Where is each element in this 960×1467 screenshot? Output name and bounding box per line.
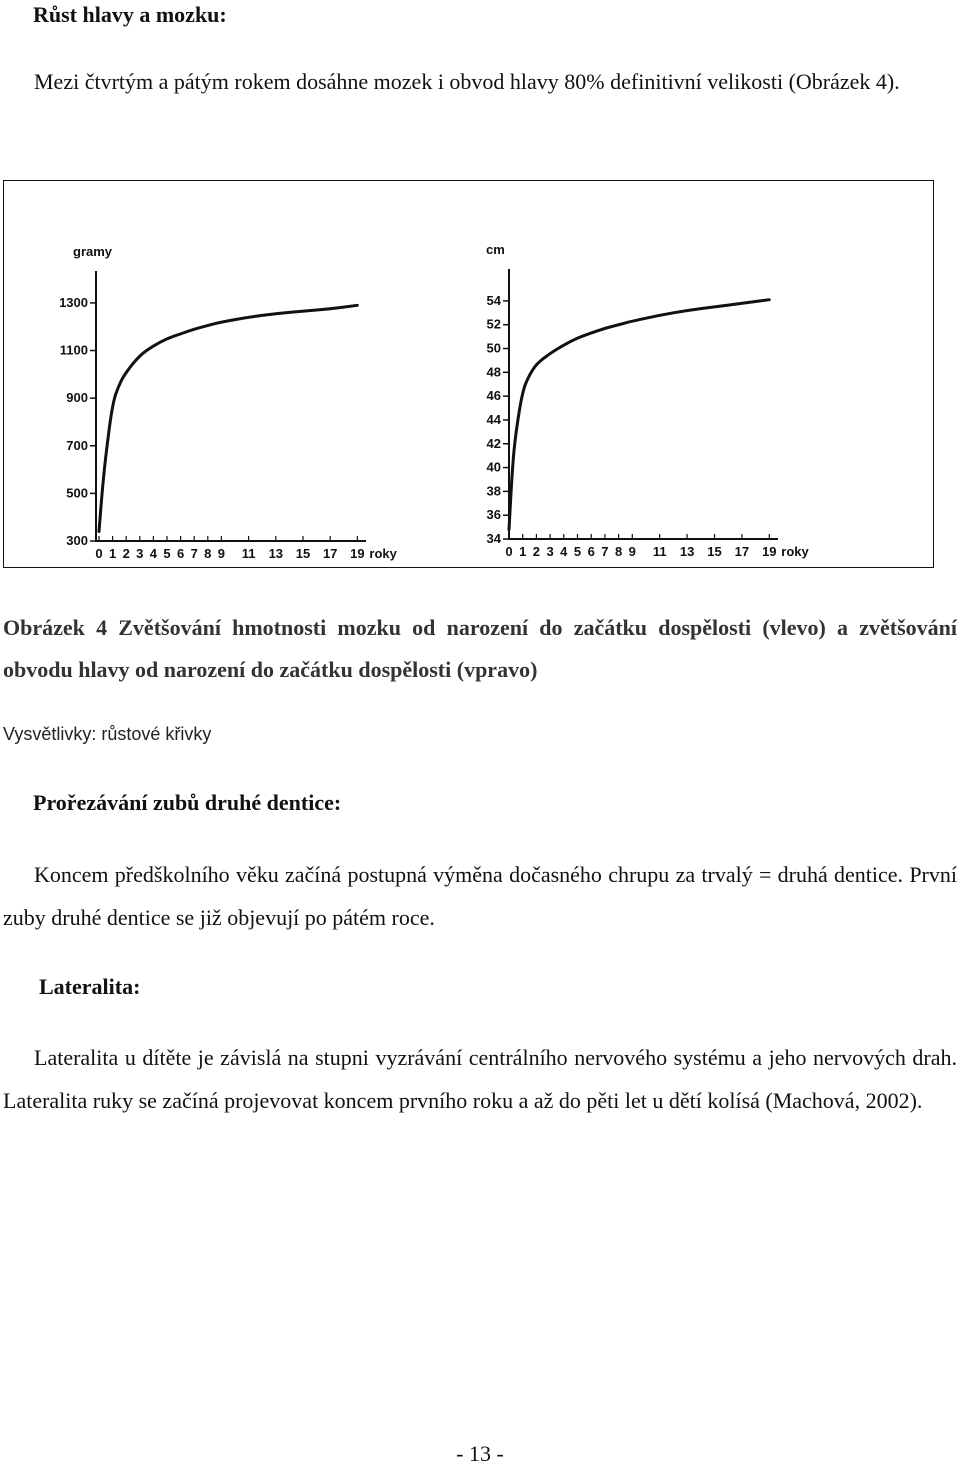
chart1-x-tick-label: 5	[163, 546, 171, 561]
chart2-y-tick-label: 40	[486, 459, 501, 475]
chart1-x-tick-label: 8	[204, 546, 212, 561]
chart2-x-tick-label: 8	[614, 544, 623, 559]
chart2-y-tick-label: 34	[486, 531, 501, 546]
chart2-x-tick-label: 19	[762, 544, 777, 559]
chart1-x-tick-label: 9	[217, 546, 226, 561]
section-heading-head-growth: Růst hlavy a mozku:	[33, 2, 227, 27]
chart2-x-tick-label: 15	[707, 544, 722, 559]
figure-caption: Obrázek 4 Zvětšování hmotnosti mozku od narození do začátku dospělosti (vlevo) a zvětšování obvodu hlavy od narození do začátku dospělosti (vpravo)	[3, 615, 957, 682]
chart2-x-tick-label: 6	[587, 544, 595, 559]
chart1-y-tick-label: 300	[66, 533, 88, 548]
chart2-y-tick-label: 36	[486, 507, 501, 523]
section-heading-laterality: Lateralita:	[39, 974, 141, 999]
chart2-y-tick-label: 48	[486, 364, 501, 380]
chart2-y-tick-label: 38	[486, 483, 501, 499]
chart2-y-tick-label: 52	[486, 316, 501, 332]
chart2-x-tick-label: 17	[734, 544, 750, 559]
page-number: - 13 -	[456, 1441, 504, 1466]
paragraph-laterality: Lateralita u dítěte je závislá na stupni vyzrávání centrálního nervového systému a jeho nervových drah. Lateralita ruky se začíná projevovat koncem prvního roku a až do pěti let u dětí kolísá (Machová, 2002).	[3, 1045, 957, 1113]
chart1-x-tick-label: 2	[122, 546, 130, 561]
chart2-x-tick-label: 13	[679, 544, 695, 559]
chart1-y-tick-label: 900	[66, 390, 88, 406]
chart1-x-tick-label: 0	[95, 546, 103, 561]
chart1-x-tick-label: 13	[268, 546, 284, 561]
chart1-x-tick-label: 4	[149, 546, 158, 561]
chart1-x-tick-label: 15	[295, 546, 311, 561]
chart2-x-tick-label: 7	[601, 544, 609, 559]
growth-charts-svg	[4, 181, 932, 566]
chart2-x-tick-label: 1	[519, 544, 527, 559]
chart2-growth-curve-0	[509, 300, 769, 530]
chart1-x-tick-label: 7	[190, 546, 198, 561]
chart1-x-tick-label: 1	[108, 546, 117, 561]
chart1-growth-curve-0	[99, 305, 357, 531]
chart1-y-tick-label: 1300	[59, 294, 88, 310]
chart2-y-tick-label: 44	[486, 411, 501, 427]
chart2-y-tick-label: 42	[486, 435, 501, 451]
chart2-x-tick-label: 0	[505, 544, 513, 559]
chart2-x-tick-label: 3	[546, 544, 554, 559]
section-heading-teeth: Prořezávání zubů druhé dentice:	[33, 790, 342, 815]
chart1-y-unit: gramy	[73, 244, 113, 259]
chart2-x-unit: roky	[781, 544, 809, 559]
paragraph-head-growth: Mezi čtvrtým a pátým rokem dosáhne mozek i obvod hlavy 80% definitivní velikosti (Obrázek 4).	[34, 69, 900, 94]
chart1-x-tick-label: 17	[322, 546, 338, 561]
chart1-x-tick-label: 6	[176, 546, 185, 561]
chart2-y-tick-label: 46	[486, 388, 501, 404]
chart2-x-tick-label: 2	[532, 544, 541, 559]
paragraph-teeth: Koncem předškolního věku začíná postupná výměna dočasného chrupu za trvalý = druhá dentice. První zuby druhé dentice se již objevují po pátém roce.	[3, 862, 957, 930]
figure-growth-charts	[3, 180, 934, 568]
chart2-x-tick-label: 11	[652, 544, 667, 559]
chart2-x-tick-label: 9	[628, 544, 636, 559]
chart1-x-tick-label: 3	[136, 546, 144, 561]
chart2-x-tick-label: 5	[573, 544, 582, 559]
chart1-x-tick-label: 19	[350, 546, 365, 561]
chart1-x-tick-label: 11	[241, 546, 256, 561]
chart1-y-tick-label: 700	[66, 437, 88, 453]
figure-legend: Vysvětlivky: růstové křivky	[3, 724, 212, 744]
chart1-x-unit: roky	[369, 546, 397, 561]
chart2-y-unit: cm	[486, 242, 505, 257]
chart1-y-tick-label: 500	[66, 485, 88, 501]
chart1-y-tick-label: 1100	[59, 342, 88, 358]
chart2-y-tick-label: 54	[486, 292, 501, 308]
chart2-y-tick-label: 50	[486, 340, 501, 356]
chart2-x-tick-label: 4	[560, 544, 568, 559]
